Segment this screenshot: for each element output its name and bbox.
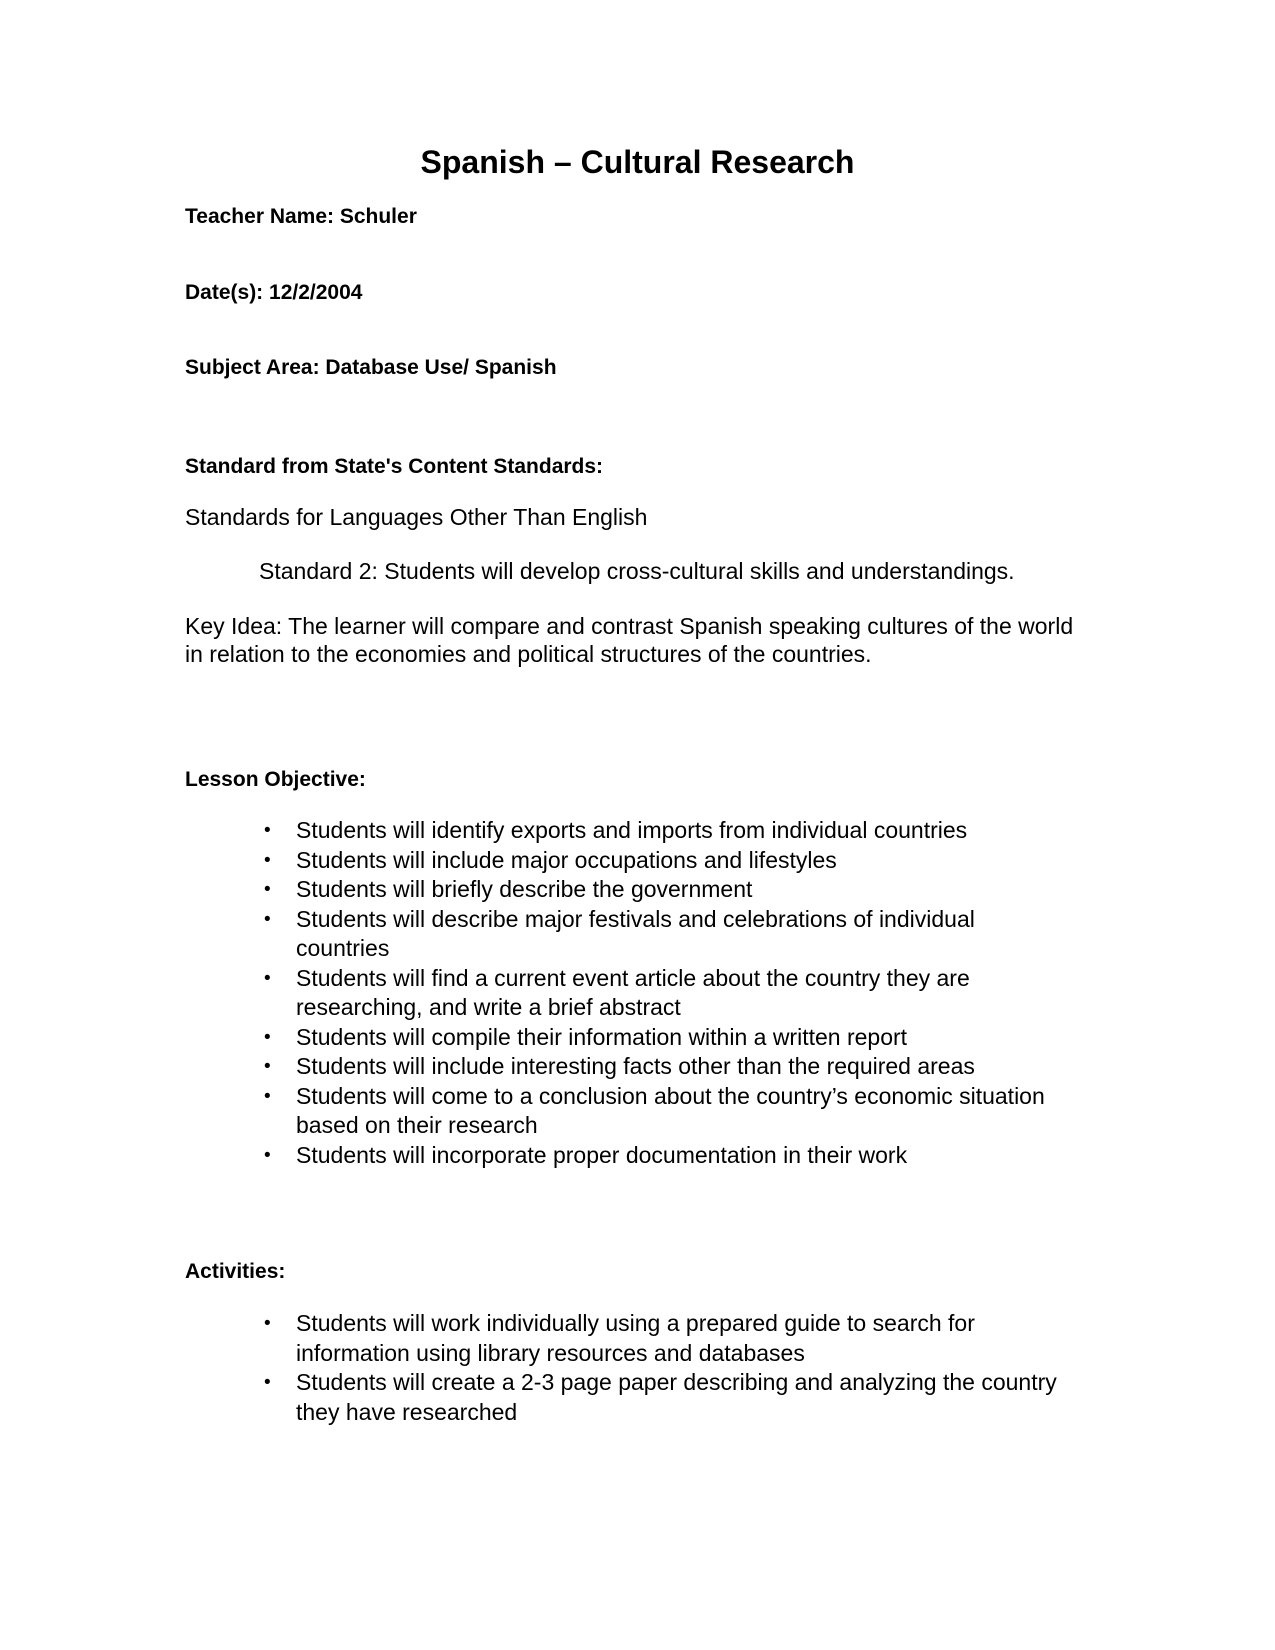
bullet-icon: • [264,1372,271,1393]
list-item [259,1368,1059,1427]
key-idea: Key Idea: The learner will compare and contrast Spanish speaking cultures of the world in relation to the economies and political structures of the countries. [185,613,1074,667]
bullet-icon: • [264,1056,271,1077]
list-item-text: Students will find a current event article about the country they are researching, and write a brief abstract [296,964,970,1020]
bullet-icon: • [264,849,271,871]
list-item [259,964,1059,1023]
bullet-icon: • [264,1026,271,1048]
bullet-icon: • [264,1313,271,1334]
lesson-objective-heading: Lesson Objective: [185,768,366,791]
activities-list [259,1309,1059,1427]
bullet-icon: • [264,820,271,841]
list-item-text: Students will briefly describe the government [296,876,753,902]
lesson-objective-list [259,816,1059,1170]
bullet-icon: • [264,879,271,900]
list-item [259,1141,1059,1171]
standard-2: Standard 2: Students will develop cross-cultural skills and understandings. [259,558,1015,584]
list-item-text: Students will include major occupations and lifestyles [296,846,837,873]
list-item-text: Students will create a 2-3 page paper describing and analyzing the country they have researched [296,1369,1057,1425]
teacher-name: Teacher Name: Schuler [185,205,417,228]
bullet-icon: • [264,1085,271,1107]
list-item [259,1052,1059,1082]
list-item [259,875,1059,905]
list-item-text: Students will compile their information within a written report [296,1023,908,1050]
list-item-text: Students will include interesting facts other than the required areas [296,1053,975,1079]
list-item [259,846,1059,876]
list-item-text: Students will identify exports and imports from individual countries [296,817,968,843]
list-item-text: Students will come to a conclusion about the country’s economic situation based on their research [296,1082,1045,1138]
document-title: Spanish – Cultural Research [420,144,855,180]
dates: Date(s): 12/2/2004 [185,281,363,304]
list-item [259,1082,1059,1141]
list-item-text: Students will describe major festivals and celebrations of individual countries [296,905,975,961]
bullet-icon: • [264,967,271,989]
list-item [259,816,1059,846]
list-item [259,905,1059,964]
list-item-text: Students will incorporate proper documentation in their work [296,1141,908,1168]
list-item [259,1023,1059,1053]
standards-title: Standards for Languages Other Than English [185,504,648,530]
list-item [259,1309,1059,1368]
bullet-icon: • [264,1144,271,1166]
list-item-text: Students will work individually using a prepared guide to search for information using library resources and databases [296,1310,975,1366]
standard-heading: Standard from State's Content Standards: [185,455,604,478]
activities-heading: Activities: [185,1260,286,1283]
subject-area: Subject Area: Database Use/ Spanish [185,356,557,379]
bullet-icon: • [264,908,271,930]
